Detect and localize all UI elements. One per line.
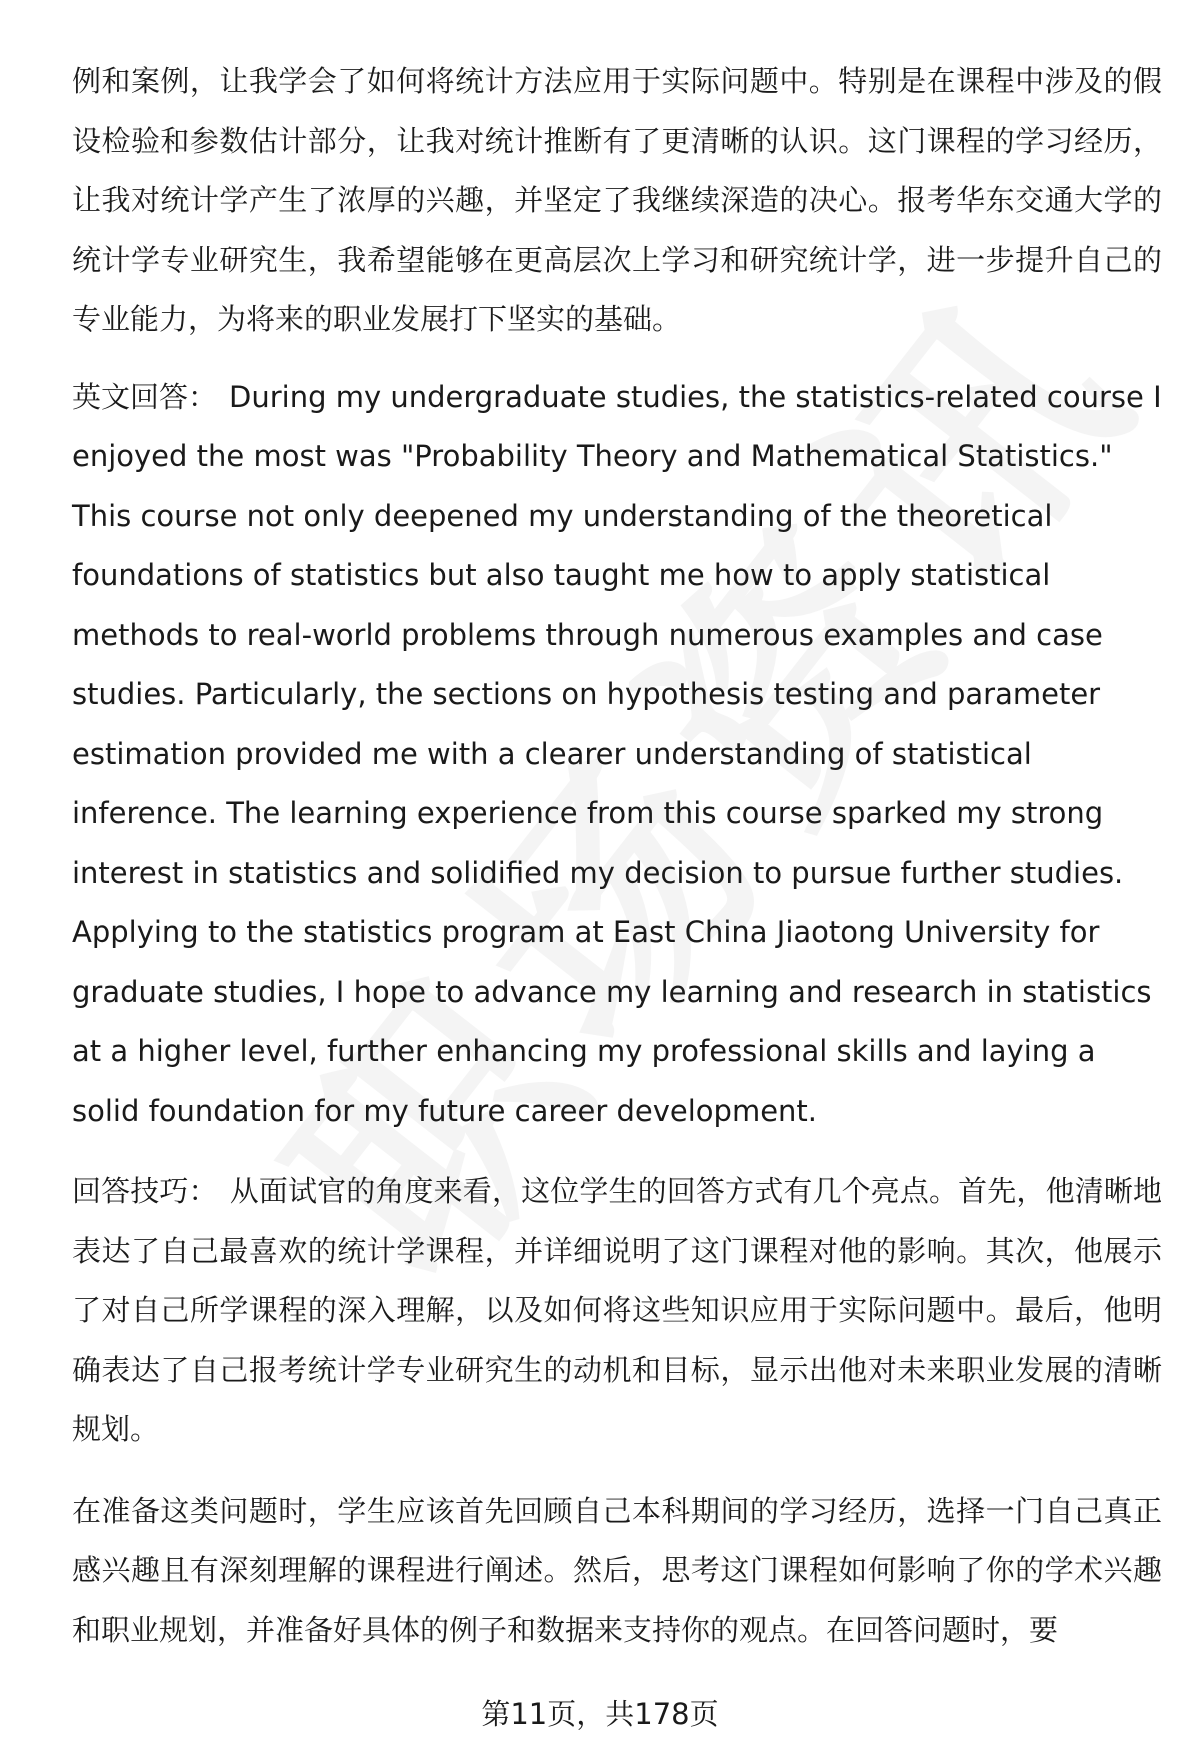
paragraph-english-answer: [72, 368, 1162, 1142]
english-answer-label: 英文回答：: [72, 379, 218, 414]
answer-tips-text: 从面试官的角度来看，这位学生的回答方式有几个亮点。首先，他清晰地表达了自己最喜欢的统计学课程，并详细说明了这门课程对他的影响。其次，他展示了对自己所学课程的深入理解，以及如何将这些知识应用于实际问题中。最后，他明确表达了自己报考统计学专业研究生的动机和目标，显示出他对未来职业发展的清晰规划。: [72, 1174, 1162, 1446]
paragraph-preparation-advice: 在准备这类问题时，学生应该首先回顾自己本科期间的学习经历，选择一门自己真正感兴趣且有深刻理解的课程进行阐述。然后，思考这门课程如何影响了你的学术兴趣和职业规划，并准备好具体的例子和数据来支持你的观点。在回答问题时，要: [72, 1493, 1162, 1647]
english-answer-text: During my undergraduate studies, the statistics-related course I enjoyed the most was "Probability Theory and Mathematical Statistics." This course not only deepened my understanding of the theoretical foundations of statistics but also taught me how to apply statistical methods to real-world problems through numerous examples and case studies. Particularly, the sections on hypothesis testing and parameter estimation provided me with a clearer understanding of statistical inference. The learning experience from this course sparked my strong interest in statistics and solidified my decision to pursue further studies. Applying to the statistics program at East China Jiaotong University for graduate studies, I hope to advance my learning and research in statistics at a higher level, further enhancing my professional skills and laying a solid foundation for my future career development.: [72, 379, 1162, 1128]
document-body: [72, 52, 1162, 1660]
paragraph-answer-tips: [72, 1162, 1162, 1460]
paragraph-chinese-answer-continuation: 例和案例，让我学会了如何将统计方法应用于实际问题中。特别是在课程中涉及的假设检验和参数估计部分，让我对统计推断有了更清晰的认识。这门课程的学习经历，让我对统计学产生了浓厚的兴趣，并坚定了我继续深造的决心。报考华东交通大学的统计学专业研究生，我希望能够在更高层次上学习和研究统计学，进一步提升自己的专业能力，为将来的职业发展打下坚实的基础。: [72, 64, 1162, 336]
page-number-footer: 第11页，共178页: [481, 1697, 719, 1731]
answer-tips-label: 回答技巧：: [72, 1174, 218, 1208]
